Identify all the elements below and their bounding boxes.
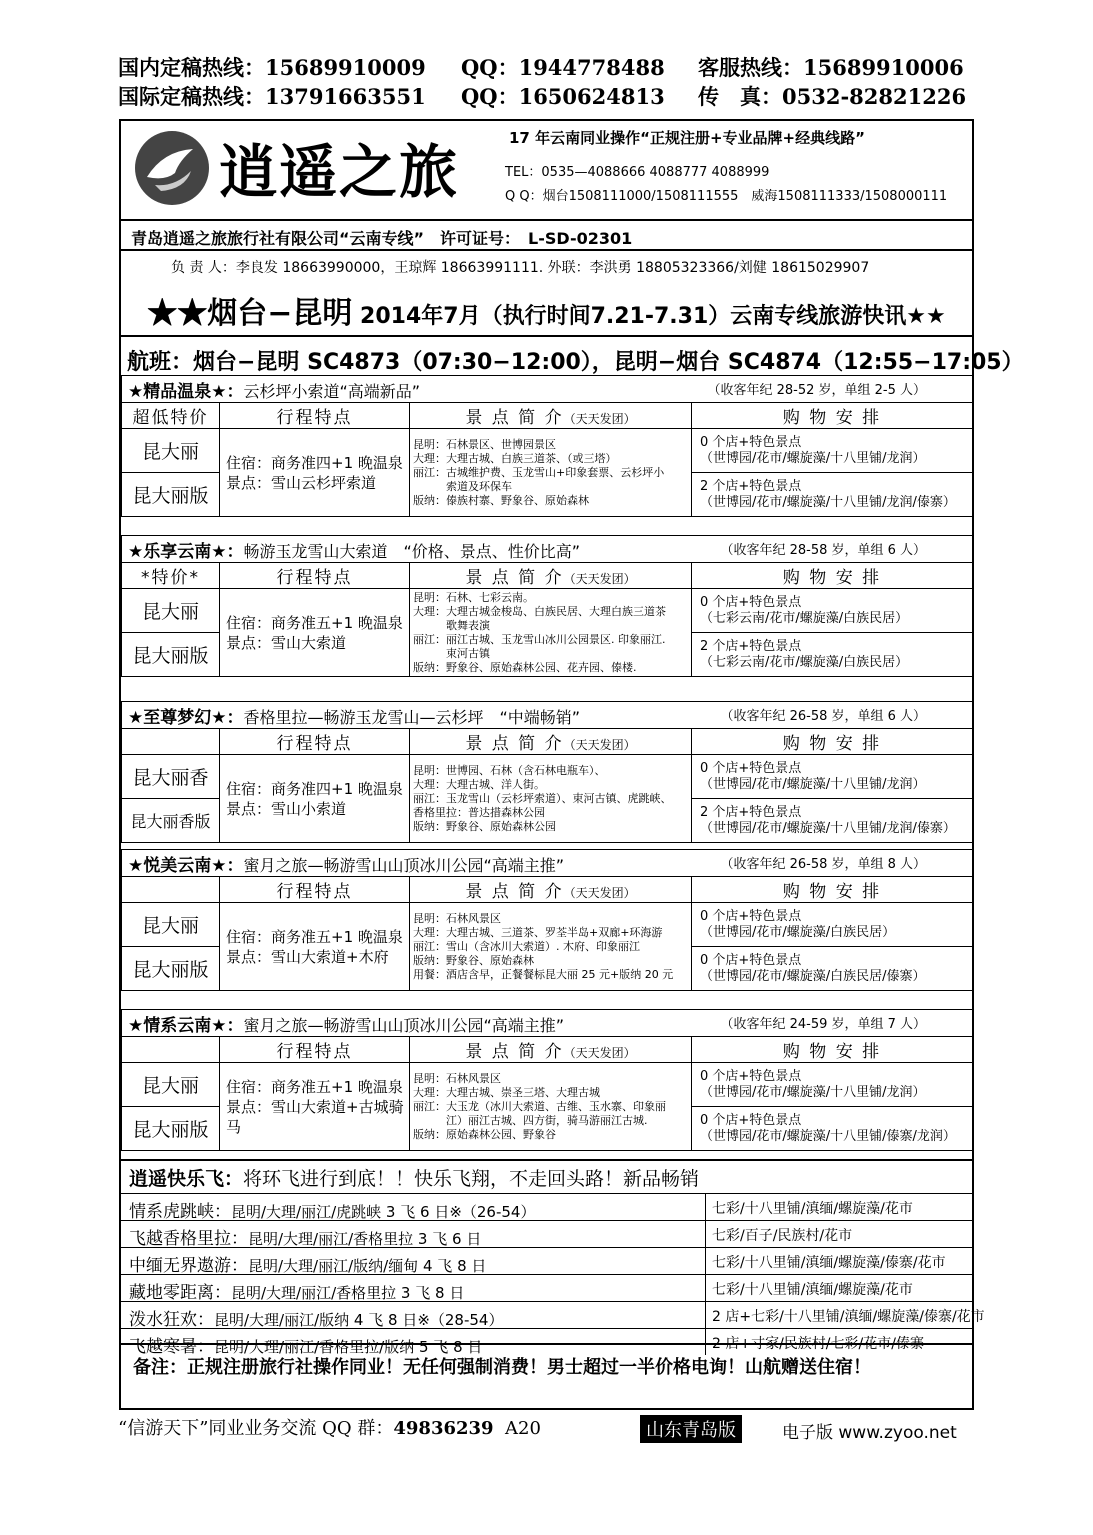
flying-name: 飞越香格里拉： bbox=[129, 1229, 248, 1249]
spot-line: 昆明：石林风景区 bbox=[413, 911, 501, 925]
flying-route bbox=[129, 1251, 486, 1276]
flying-itinerary: 昆明/大理/丽江/香格里拉/版纳 5 飞 8 日 bbox=[214, 1338, 483, 1356]
shopping-option bbox=[692, 473, 973, 517]
section-subtitle: 蜜月之旅—畅游雪山山顶冰川公园“高端主推” bbox=[243, 1015, 565, 1035]
spot-line: 昆明：石林景区、世博园景区 bbox=[413, 437, 556, 451]
spots-header-label: 景 点 简 介 bbox=[465, 1042, 564, 1062]
spot-line: 昆明：石林风景区 bbox=[413, 1071, 501, 1085]
banner bbox=[121, 288, 972, 332]
shopping-option bbox=[692, 947, 973, 991]
spot-line: 版纳：野象谷、原始森林公园 bbox=[413, 819, 556, 833]
tour-section bbox=[121, 1009, 973, 1151]
spot-list bbox=[410, 755, 692, 843]
page-number: A20 bbox=[505, 1418, 541, 1439]
route-name: 昆大丽 bbox=[122, 1063, 220, 1107]
section-header bbox=[122, 850, 973, 877]
advertisement bbox=[119, 119, 1024, 1410]
footer-group bbox=[118, 1414, 541, 1440]
route-name: 昆大丽 bbox=[122, 429, 220, 473]
hotel-info: 住宿：商务准五+1 晚温泉 bbox=[226, 927, 403, 946]
spot-list bbox=[410, 429, 692, 517]
spot-list bbox=[410, 1063, 692, 1151]
route-name: 昆大丽香版 bbox=[122, 799, 220, 843]
shopping-header: 购 物 安 排 bbox=[692, 729, 973, 755]
section-header bbox=[122, 536, 973, 563]
section-age: （收客年纪 24-59 岁，单组 7 人） bbox=[720, 1016, 927, 1032]
spot-line: 丽江：雪山（含冰川大索道）. 木府、印象丽江 bbox=[413, 939, 640, 953]
spot-line: 大理：大理古城、三道茶、罗荃半岛+双廊+环海游 bbox=[413, 925, 663, 939]
remark: 备注：正规注册旅行社操作同业！无任何强制消费！男士超过一半价格电询！山航赠送住宿！ bbox=[133, 1357, 871, 1378]
dove-logo-icon bbox=[135, 131, 209, 205]
tour-section bbox=[121, 375, 973, 517]
section-header bbox=[122, 1010, 973, 1037]
flying-shopping: 2 店+寸家/民族村/七彩/花市/傣寨 bbox=[705, 1329, 972, 1355]
attraction-info: 景点：雪山大索道+古城骑马 bbox=[226, 1097, 404, 1136]
route-features bbox=[220, 1063, 410, 1151]
shopping-title: 0 个店+特色景点 bbox=[700, 1068, 802, 1084]
shopping-title: 2 个店+特色景点 bbox=[700, 638, 802, 654]
fax: 传 真：0532-82821226 bbox=[698, 84, 967, 109]
flying-row bbox=[121, 1247, 972, 1274]
footer-group-label: “信游天下”同业业务交流 QQ 群： bbox=[118, 1418, 394, 1439]
brand-name: 逍遥之旅 bbox=[219, 138, 460, 206]
spot-line: 大理：大理古城、洋人街。 bbox=[413, 777, 545, 791]
section-title: ★乐享云南★： bbox=[128, 541, 244, 562]
shopping-header: 购 物 安 排 bbox=[692, 403, 973, 429]
features-header: 行程特点 bbox=[220, 563, 410, 589]
flying-itinerary: 昆明/大理/丽江/版纳/缅甸 4 飞 8 日 bbox=[248, 1257, 487, 1275]
spot-line: 版纳：傣族村寨、野象谷、原始森林 bbox=[413, 493, 589, 507]
daily-label: （天天发团） bbox=[563, 412, 636, 426]
route-features bbox=[220, 589, 410, 677]
corner-label bbox=[122, 1037, 220, 1063]
shopping-detail: （世博园/花市/螺旋藻/十八里铺/龙润） bbox=[700, 776, 926, 792]
daily-label: （天天发团） bbox=[563, 886, 636, 900]
section-title: ★至尊梦幻★： bbox=[128, 707, 244, 728]
shopping-option bbox=[692, 1107, 973, 1151]
hotel-info: 住宿：商务准四+1 晚温泉 bbox=[226, 779, 403, 798]
spots-header bbox=[410, 403, 692, 429]
shopping-title: 0 个店+特色景点 bbox=[700, 594, 802, 610]
route-name: 昆大丽版 bbox=[122, 947, 220, 991]
shopping-option bbox=[692, 589, 973, 633]
route-name: 昆大丽 bbox=[122, 903, 220, 947]
spot-line: 用餐：酒店含早，正餐餐标昆大丽 25 元+版纳 20 元 bbox=[413, 967, 674, 981]
flying-route bbox=[129, 1224, 481, 1249]
shopping-option bbox=[692, 1063, 973, 1107]
route-name: 昆大丽版 bbox=[122, 473, 220, 517]
features-header: 行程特点 bbox=[220, 1037, 410, 1063]
section-subtitle: 香格里拉—畅游玉龙雪山—云杉坪 “中端畅销” bbox=[243, 707, 581, 727]
banner-route: ★★烟台−昆明 bbox=[147, 296, 353, 331]
flying-shopping: 七彩/十八里铺/滇缅/螺旋藻/傣寨/花市 bbox=[705, 1248, 972, 1274]
hotel-info: 住宿：商务准五+1 晚温泉 bbox=[226, 613, 403, 632]
shopping-detail: （世博园/花市/螺旋藻/十八里铺/龙润） bbox=[700, 1084, 926, 1100]
spots-header bbox=[410, 877, 692, 903]
flying-shopping: 七彩/百子/民族村/花市 bbox=[705, 1221, 972, 1247]
route-features bbox=[220, 429, 410, 517]
footer-group-number: 49836239 bbox=[393, 1418, 494, 1439]
flying-row bbox=[121, 1193, 972, 1220]
attraction-info: 景点：雪山大索道 bbox=[226, 633, 347, 652]
features-header: 行程特点 bbox=[220, 403, 410, 429]
spot-line: 束河古镇 bbox=[413, 646, 490, 660]
spots-header-label: 景 点 简 介 bbox=[465, 568, 564, 588]
company-name: 青岛逍遥之旅旅行社有限公司“云南专线” 许可证号： L-SD-02301 bbox=[131, 229, 633, 248]
flying-shopping: 七彩/十八里铺/滇缅/螺旋藻/花市 bbox=[705, 1275, 972, 1301]
shopping-title: 2 个店+特色景点 bbox=[700, 478, 802, 494]
section-header bbox=[122, 376, 973, 403]
shopping-detail: （世博园/花市/螺旋藻/十八里铺/龙润/傣寨） bbox=[700, 494, 956, 510]
section-title: ★精品温泉★： bbox=[128, 381, 244, 402]
flying-itinerary: 昆明/大理/丽江/虎跳峡 3 飞 6 日※（26-54） bbox=[231, 1203, 536, 1221]
shopping-detail: （世博园/花市/螺旋藻/白族民居/傣寨） bbox=[700, 968, 926, 984]
features-header: 行程特点 bbox=[220, 877, 410, 903]
flying-title: 逍遥快乐飞： bbox=[129, 1168, 244, 1190]
attraction-info: 景点：雪山大索道+木府 bbox=[226, 947, 389, 966]
flying-row bbox=[121, 1328, 972, 1355]
tour-section bbox=[121, 701, 973, 843]
daily-label: （天天发团） bbox=[563, 572, 636, 586]
shopping-detail: （七彩云南/花市/螺旋藻/白族民居） bbox=[700, 610, 909, 626]
flying-route bbox=[129, 1197, 535, 1222]
flying-route bbox=[129, 1278, 464, 1303]
qq-2: QQ：1650624813 bbox=[461, 84, 665, 109]
section-title: ★情系云南★： bbox=[128, 1015, 244, 1036]
flying-name: 飞越寒暑： bbox=[129, 1337, 214, 1357]
corner-label: *特价* bbox=[122, 563, 220, 589]
route-name: 昆大丽 bbox=[122, 589, 220, 633]
slogan: 17 年云南同业操作“正规注册+专业品牌+经典线路” bbox=[509, 129, 865, 147]
spots-header-label: 景 点 简 介 bbox=[465, 408, 564, 428]
flying-row bbox=[121, 1301, 985, 1330]
spots-header bbox=[410, 563, 692, 589]
shopping-option bbox=[692, 755, 973, 799]
flying-name: 情系虎跳峡： bbox=[129, 1202, 231, 1222]
banner-text: 2014年7月（执行时间7.21-7.31）云南专线旅游快讯★★ bbox=[352, 304, 946, 329]
shopping-option bbox=[692, 903, 973, 947]
section-age: （收客年纪 28-58 岁，单组 6 人） bbox=[720, 542, 927, 558]
shopping-option bbox=[692, 633, 973, 677]
shopping-option bbox=[692, 799, 973, 843]
section-subtitle: 蜜月之旅—畅游雪山山顶冰川公园“高端主推” bbox=[243, 855, 565, 875]
route-name: 昆大丽版 bbox=[122, 1107, 220, 1151]
spot-line: 昆明：石林、七彩云南。 bbox=[413, 590, 534, 604]
shopping-title: 0 个店+特色景点 bbox=[700, 908, 802, 924]
shopping-detail: （世博园/花市/螺旋藻/十八里铺/傣寨/龙润） bbox=[700, 1128, 956, 1144]
shopping-title: 0 个店+特色景点 bbox=[700, 760, 802, 776]
service-hotline: 客服热线：15689910006 bbox=[698, 55, 964, 80]
spot-list bbox=[410, 903, 692, 991]
shopping-detail: （七彩云南/花市/螺旋藻/白族民居） bbox=[700, 654, 909, 670]
shopping-option bbox=[692, 429, 973, 473]
corner-label: 超低特价 bbox=[122, 403, 220, 429]
flying-name: 泼水狂欢： bbox=[129, 1310, 214, 1330]
spot-line: 版纳：原始森林公园、野象谷 bbox=[413, 1127, 556, 1141]
flying-itinerary: 昆明/大理/丽江/香格里拉 3 飞 8 日 bbox=[231, 1284, 465, 1302]
responsible-persons: 负 责 人：李良发 18663990000，王琼辉 18663991111. 外联：李洪勇 18805323366/刘健 18615029907 bbox=[171, 260, 870, 276]
hotel-info: 住宿：商务准四+1 晚温泉 bbox=[226, 453, 403, 472]
telephone: TEL：0535—4088666 4088777 4088999 bbox=[505, 165, 770, 180]
shopping-title: 0 个店+特色景点 bbox=[700, 1112, 802, 1128]
flying-row bbox=[121, 1274, 972, 1301]
shopping-detail: （世博园/花市/螺旋藻/白族民居） bbox=[700, 924, 896, 940]
spot-line: 香格里拉：普达措森林公园 bbox=[413, 805, 545, 819]
features-header: 行程特点 bbox=[220, 729, 410, 755]
shopping-header: 购 物 安 排 bbox=[692, 877, 973, 903]
qq-1: QQ：1944778488 bbox=[461, 55, 665, 80]
spot-line: 丽江：丽江古城、玉龙雪山冰川公园景区. 印象丽江. bbox=[413, 632, 666, 646]
route-name: 昆大丽版 bbox=[122, 633, 220, 677]
spot-line: 昆明：世博园、石林（含石林电瓶车）、 bbox=[413, 763, 606, 777]
section-subtitle: 云杉坪小索道“高端新品” bbox=[243, 381, 421, 401]
hotel-info: 住宿：商务准五+1 晚温泉 bbox=[226, 1077, 403, 1096]
section-age: （收客年纪 28-52 岁，单组 2-5 人） bbox=[707, 382, 926, 398]
corner-label bbox=[122, 729, 220, 755]
flying-row bbox=[121, 1220, 972, 1247]
route-features bbox=[220, 903, 410, 991]
flying-name: 中缅无界遨游： bbox=[129, 1256, 248, 1276]
spots-header-label: 景 点 简 介 bbox=[465, 734, 564, 754]
domestic-hotline: 国内定稿热线：15689910009 bbox=[118, 55, 426, 80]
tour-section bbox=[121, 849, 973, 991]
corner-label bbox=[122, 877, 220, 903]
spot-line: 大理：大理古城、白族三道茶、（或三塔） bbox=[413, 451, 617, 465]
spots-header bbox=[410, 1037, 692, 1063]
spots-header bbox=[410, 729, 692, 755]
spot-line: 丽江：玉龙雪山（云杉坪索道）、束河古镇、虎跳峡、 bbox=[413, 791, 672, 805]
attraction-info: 景点：雪山小索道 bbox=[226, 799, 347, 818]
section-age: （收客年纪 26-58 岁，单组 8 人） bbox=[720, 856, 927, 872]
shopping-title: 0 个店+特色景点 bbox=[700, 434, 802, 450]
flying-header bbox=[121, 1159, 972, 1193]
tour-section bbox=[121, 535, 973, 677]
shopping-detail: （世博园/花市/螺旋藻/十八里铺/龙润） bbox=[700, 450, 926, 466]
shopping-title: 0 个店+特色景点 bbox=[700, 952, 802, 968]
flying-slogan: 将环飞进行到底！！快乐飞翔，不走回头路！新品畅销 bbox=[243, 1168, 700, 1190]
shopping-detail: （世博园/花市/螺旋藻/十八里铺/龙润/傣寨） bbox=[700, 820, 956, 836]
route-name: 昆大丽香 bbox=[122, 755, 220, 799]
flying-shopping: 2 店+七彩/十八里铺/滇缅/螺旋藻/傣寨/花市 bbox=[705, 1302, 972, 1328]
spot-line: 丽江：古城维护费、玉龙雪山+印象套票、云杉坪小 bbox=[413, 465, 665, 479]
attraction-info: 景点：雪山云杉坪索道 bbox=[226, 473, 377, 492]
spot-line: 大理：大理古城金梭岛、白族民居、大理白族三道茶 bbox=[413, 604, 666, 618]
spot-line: 版纳：野象谷、原始森林 bbox=[413, 953, 534, 967]
edition-label: 山东青岛版 bbox=[640, 1415, 742, 1443]
spot-line: 大理：大理古城、崇圣三塔、大理古城 bbox=[413, 1085, 600, 1099]
daily-label: （天天发团） bbox=[563, 738, 636, 752]
spot-line: 歌舞表演 bbox=[413, 618, 490, 632]
route-features bbox=[220, 755, 410, 843]
flying-itinerary: 昆明/大理/丽江/版纳 4 飞 8 日※（28-54） bbox=[214, 1311, 504, 1329]
spot-line: 丽江：大玉龙（冰川大索道、古维、玉水寨、印象丽 bbox=[413, 1099, 666, 1113]
section-header bbox=[122, 702, 973, 729]
spots-header-label: 景 点 简 介 bbox=[465, 882, 564, 902]
spot-line: 江）丽江古城、四方街，骑马游丽江古城. bbox=[413, 1113, 648, 1127]
international-hotline: 国际定稿热线：13791663551 bbox=[118, 84, 426, 109]
spot-line: 版纳：野象谷、原始森林公园、花卉园、傣楼. bbox=[413, 660, 637, 674]
daily-label: （天天发团） bbox=[563, 1046, 636, 1060]
shopping-header: 购 物 安 排 bbox=[692, 563, 973, 589]
shopping-title: 2 个店+特色景点 bbox=[700, 804, 802, 820]
section-age: （收客年纪 26-58 岁，单组 6 人） bbox=[720, 708, 927, 724]
flying-name: 藏地零距离： bbox=[129, 1283, 231, 1303]
spot-list bbox=[410, 589, 692, 677]
flying-shopping: 七彩/十八里铺/滇缅/螺旋藻/花市 bbox=[705, 1194, 972, 1220]
spot-line: 索道及环保车 bbox=[413, 479, 512, 493]
flying-itinerary: 昆明/大理/丽江/香格里拉 3 飞 6 日 bbox=[248, 1230, 482, 1248]
electronic-edition: 电子版 www.zyoo.net bbox=[782, 1423, 957, 1443]
flight-info: 航班：烟台−昆明 SC4873（07:30−12:00），昆明−烟台 SC4874（12:55−17:05） bbox=[127, 350, 1024, 375]
shopping-header: 购 物 安 排 bbox=[692, 1037, 973, 1063]
section-subtitle: 畅游玉龙雪山大索道 “价格、景点、性价比高” bbox=[243, 541, 581, 561]
section-title: ★悦美云南★： bbox=[128, 855, 244, 876]
qq-numbers: Q Q：烟台1508111000/1508111555 威海1508111333/1508000111 bbox=[505, 189, 948, 204]
flying-route bbox=[129, 1305, 503, 1330]
